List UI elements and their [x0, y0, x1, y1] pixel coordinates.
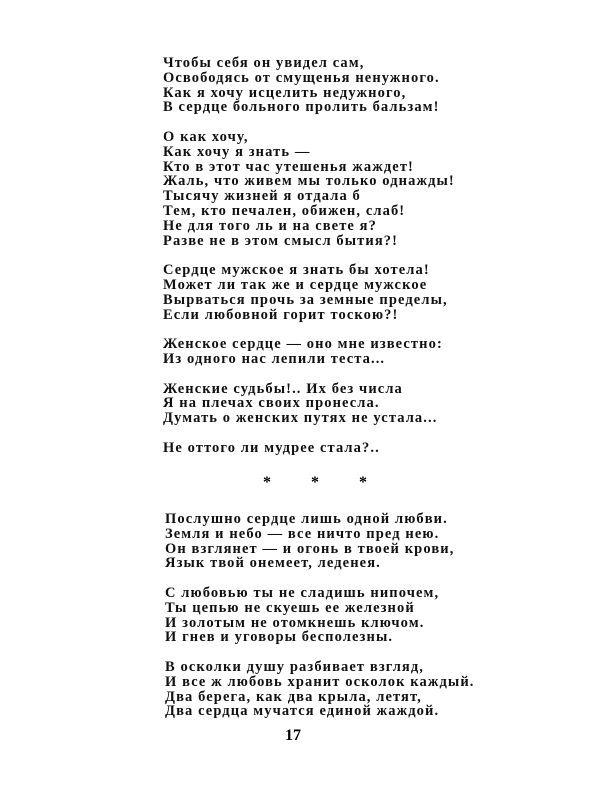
page-number: 17: [285, 727, 301, 744]
verse-line: Разве не в этом смысл бытия?!: [163, 232, 399, 249]
verse-line: Язык твой онемеет, леденея.: [165, 555, 381, 572]
verse-line: В осколки душу разбивает взгляд,: [165, 658, 425, 675]
verse-line: Два сердца мучатся единой жаждой.: [165, 703, 440, 720]
verse-line: Не оттого ли мудрее стала?..: [163, 439, 380, 456]
stanza: [165, 512, 475, 571]
stanza: [163, 441, 455, 456]
stanza: [163, 382, 455, 426]
verse-line: И все ж любовь хранит осколок каждый.: [165, 673, 475, 690]
verse-line: Ты цепью не скуешь ее железной: [165, 599, 415, 616]
stanza: [165, 660, 475, 719]
verse-line: Освободясь от смущенья ненужного.: [163, 69, 440, 86]
verse-line: Я на плечах своих пронесла.: [163, 395, 380, 412]
verse-line: О как хочу,: [163, 128, 249, 145]
poem-2: [165, 512, 475, 734]
verse-line: Как я хочу исцелить недужного,: [163, 84, 407, 101]
section-separator: * * *: [263, 474, 385, 491]
stanza: [163, 337, 455, 367]
verse-line: В сердце больного пролить бальзам!: [163, 99, 440, 116]
verse-line: Из одного нас лепили теста...: [163, 350, 386, 367]
stanza: [163, 56, 455, 115]
verse-line: Чтобы себя он увидел сам,: [163, 55, 365, 71]
verse-line: Как хочу я знать —: [163, 143, 311, 160]
verse-line: Тысячу жизней я отдала б: [163, 188, 361, 205]
verse-line: Кто в этот час утешенья жаждет!: [163, 158, 414, 175]
verse-line: Думать о женских путях не устала...: [163, 410, 438, 427]
verse-line: И гнев и уговоры бесполезны.: [165, 629, 394, 646]
verse-line: Два берега, как два крыла, летят,: [165, 688, 422, 705]
stanza: [163, 130, 455, 248]
verse-line: Может ли так же и сердце мужское: [163, 276, 428, 293]
verse-line: И золотым не отомкнешь ключом.: [165, 614, 425, 631]
verse-line: Послушно сердце лишь одной любви.: [165, 511, 448, 527]
poem-1: [163, 56, 455, 470]
verse-line: Тем, кто печален, обижен, слаб!: [163, 202, 406, 219]
verse-line: Женское сердце — оно мне известно:: [163, 336, 443, 353]
verse-line: Сердце мужское я знать бы хотела!: [163, 262, 430, 279]
stanza: [165, 586, 475, 645]
verse-line: С любовью ты не сладишь нипочем,: [165, 584, 440, 601]
stanza: [163, 263, 455, 322]
verse-line: Вырваться прочь за земные пределы,: [163, 291, 448, 308]
verse-line: Жаль, что живем мы только однажды!: [163, 173, 455, 190]
verse-line: Земля и небо — все ничто пред нею.: [165, 525, 440, 542]
verse-line: Не для того ль и на свете я?: [163, 217, 377, 234]
verse-line: Женские судьбы!.. Их без числа: [163, 380, 403, 397]
verse-line: Он взглянет — и огонь в твоей крови,: [165, 540, 455, 557]
verse-line: Если любовной горит тоскою?!: [163, 306, 399, 323]
